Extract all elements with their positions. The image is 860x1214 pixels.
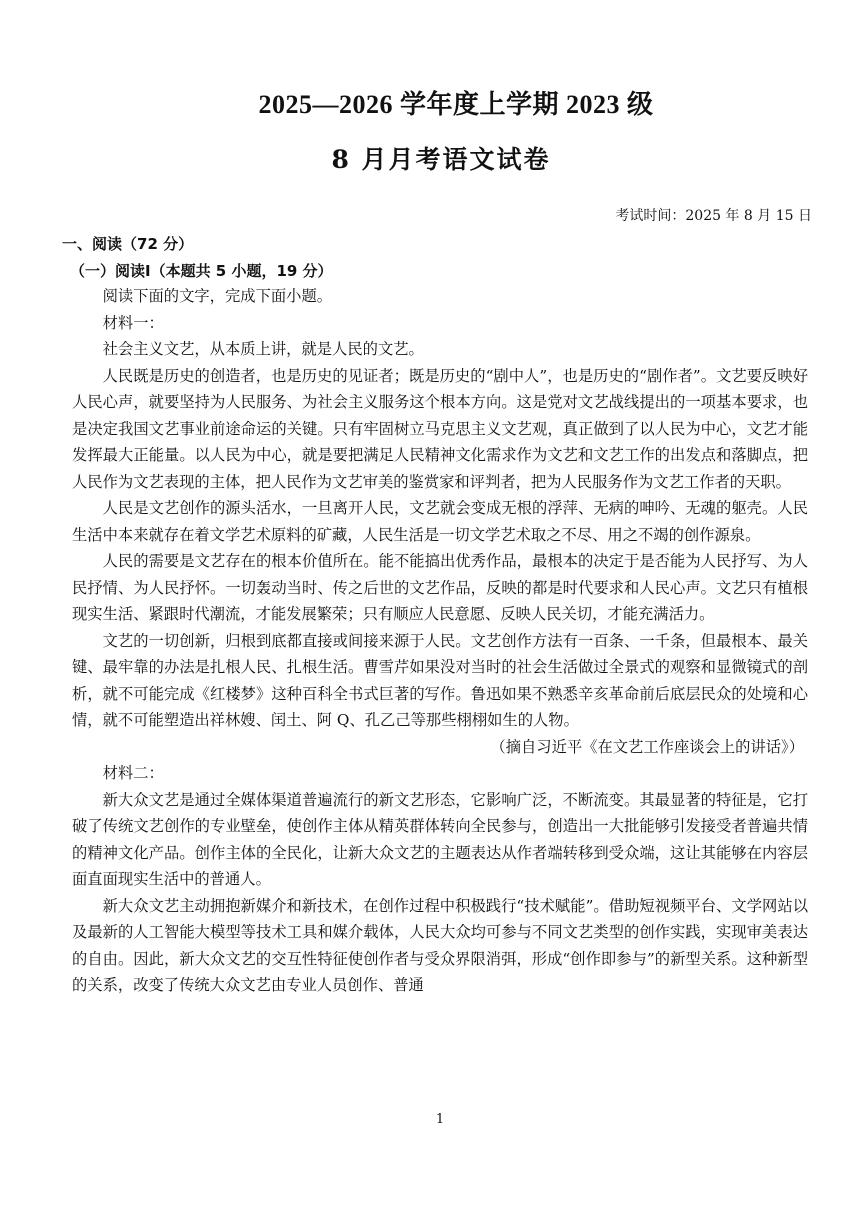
material-label-2: 材料二： [102, 764, 164, 782]
passage-paragraph: 人民的需要是文艺存在的根本价值所在。能不能搞出优秀作品，最根本的决定于是否能为人民抒写、为人民抒情、为人民抒怀。一切轰动当时、传之后世的文艺作品，反映的都是时代要求和人民心声。文艺只有植根现实生活、紧跟时代潮流，才能发展繁荣；只有顺应人民意愿、反映人民关切，才能充满活力。 [72, 552, 808, 623]
passage-paragraph: 社会主义文艺，从本质上讲，就是人民的文艺。 [102, 340, 424, 358]
section-heading-reading: 一、阅读（72 分） [62, 235, 194, 253]
page-number: 1 [435, 1112, 445, 1127]
exam-title-line2: 8 月月考语文试卷 [331, 145, 551, 174]
instruction-text: 阅读下面的文字，完成下面小题。 [102, 287, 333, 305]
passage-paragraph: 新大众文艺是通过全媒体渠道普遍流行的新文艺形态，它影响广泛，不断流变。其最显著的特征是，它打破了传统文艺创作的专业壁垒，使创作主体从精英群体转向全民参与，创造出一大批能够引发接受者普遍共情的精神文化产品。创作主体的全民化，让新大众文艺的主题表达从作者端转移到受众端，这让其能够在内容层面直面现实生活中的普通人。 [72, 790, 808, 888]
passage-paragraph: 新大众文艺主动拥抱新媒介和新技术，在创作过程中积极践行“技术赋能”。借助短视频平台、文学网站以及最新的人工智能大模型等技术工具和媒介载体，人民大众均可参与不同文艺类型的创作实践，实现审美表达的自由。因此，新大众文艺的交互性特征使创作者与受众界限消弭，形成“创作即参与”的新型关系。这种新型的关系，改变了传统大众文艺由专业人员创作、普通 [72, 896, 808, 994]
subsection-heading-reading-1: （一）阅读Ⅰ（本题共 5 小题，19 分） [70, 262, 333, 280]
source-citation: （摘自习近平《在文艺工作座谈会上的讲话》） [490, 737, 804, 756]
reading-passage [72, 283, 808, 999]
material-label-1: 材料一： [102, 313, 164, 332]
exam-title-line1: 2025—2026 学年度上学期 2023 级 [258, 90, 654, 119]
passage-paragraph: 人民是文艺创作的源头活水，一旦离开人民，文艺就会变成无根的浮萍、无病的呻吟、无魂的躯壳。人民生活中本来就存在着文学艺术原料的矿藏，人民生活是一切文学艺术取之不尽、用之不竭的创作源泉。 [72, 499, 808, 544]
exam-time: 考试时间：2025 年 8 月 15 日 [615, 208, 812, 224]
passage-paragraph: 人民既是历史的创造者，也是历史的见证者；既是历史的“剧中人”，也是历史的“剧作者”。文艺要反映好人民心声，就要坚持为人民服务、为社会主义服务这个根本方向。这是党对文艺战线提出的一项基本要求，也是决定我国文艺事业前途命运的关键。只有牢固树立马克思主义文艺观，真正做到了以人民为中心，文艺才能发挥最大正能量。以人民为中心，就是要把满足人民精神文化需求作为文艺和文艺工作的出发点和落脚点，把人民作为文艺表现的主体，把人民作为文艺审美的鉴赏家和评判者，把为人民服务作为文艺工作者的天职。 [72, 366, 808, 491]
passage-paragraph: 文艺的一切创新，归根到底都直接或间接来源于人民。文艺创作方法有一百条、一千条，但最根本、最关键、最牢靠的办法是扎根人民、扎根生活。曹雪芹如果没对当时的社会生活做过全景式的观察和显微镜式的剖析，就不可能完成《红楼梦》这种百科全书式巨著的写作。鲁迅如果不熟悉辛亥革命前后底层民众的处境和心情，就不可能塑造出祥林嫂、闰土、阿 Q、孔乙己等那些栩栩如生的人物。 [72, 631, 808, 729]
